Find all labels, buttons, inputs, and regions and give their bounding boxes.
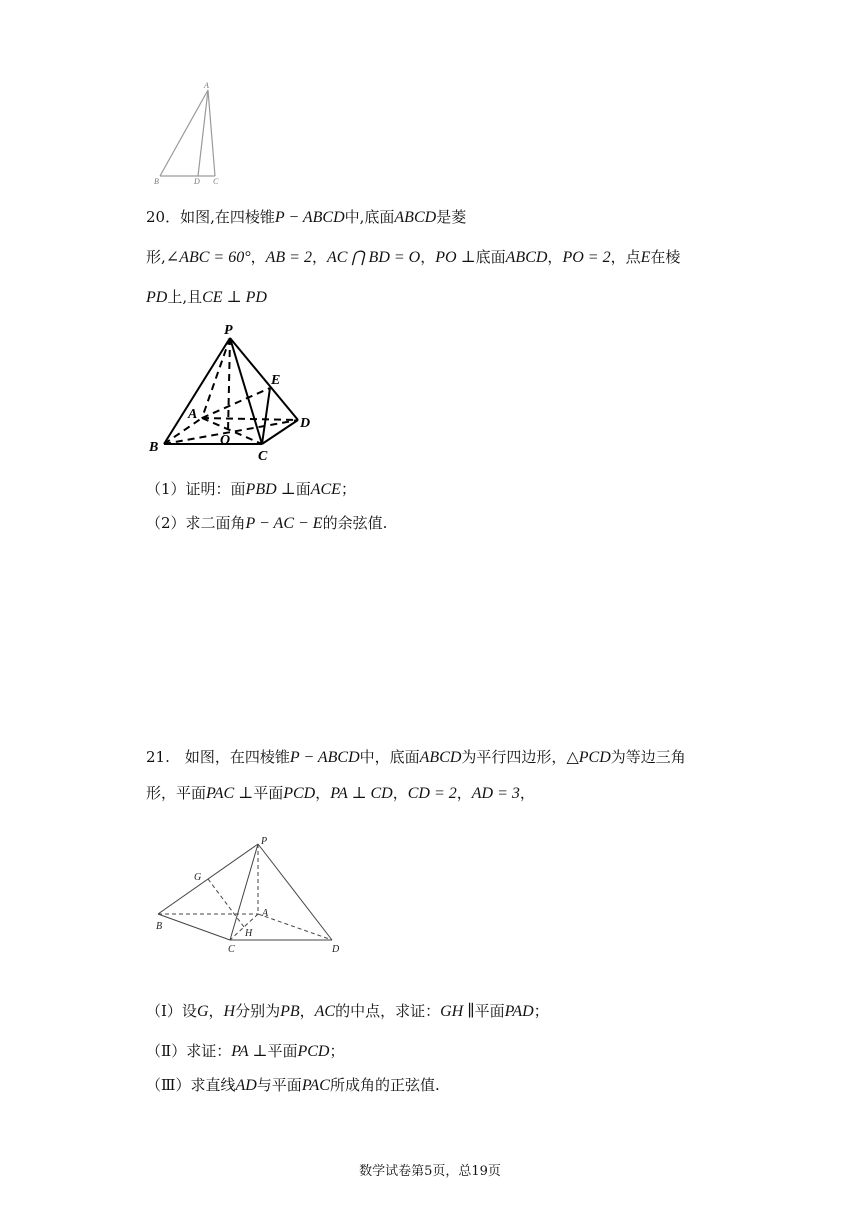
label-e: E [271, 373, 281, 388]
q21-math: PCD [297, 1043, 330, 1060]
q20-math: ABCD [394, 209, 437, 226]
q20-text: 面 [295, 480, 311, 498]
q21-part-2 [146, 1040, 344, 1063]
q20-line-2 [146, 246, 680, 269]
q20-text: 形, [146, 248, 166, 266]
q20-text: ， [250, 248, 266, 266]
q20-math: PBD ⊥ [245, 481, 296, 498]
q21-text: 平面 [253, 784, 284, 802]
q20-text: 上,且 [167, 288, 203, 306]
label-c: C [258, 449, 268, 464]
q20-text: ； [340, 480, 356, 498]
q21-text: 平面 [267, 1042, 298, 1060]
q20-math: PD [146, 289, 168, 306]
q21-text: 所成角的正弦值. [329, 1076, 440, 1094]
q20-math: ABCD [505, 249, 548, 266]
q20-text: ， [420, 248, 436, 266]
label-b: B [154, 177, 159, 186]
q20-text: 中,底面 [344, 208, 395, 226]
q21-text: 的中点，求证： [335, 1002, 441, 1020]
q21-text: ， [392, 784, 408, 802]
q21-math: PA ⊥ CD [330, 785, 393, 802]
label-b: B [156, 921, 163, 932]
q21-text: （Ⅰ）设 [146, 1002, 197, 1020]
figure-triangle-abc [140, 78, 240, 190]
label-g: G [194, 872, 202, 883]
q20-text: ，点 [610, 248, 641, 266]
q20-math: E [640, 249, 651, 266]
q20-text: 的余弦值. [322, 514, 388, 532]
q20-text: 在棱 [650, 248, 681, 266]
label-d: D [300, 416, 311, 431]
q21-text: 21. 如图，在四棱锥 [146, 748, 290, 766]
q21-math: AD = 3 [471, 785, 520, 802]
label-b: B [149, 440, 159, 455]
q21-math: PCD [283, 785, 316, 802]
label-c: C [228, 944, 235, 955]
q21-text: ， [299, 1002, 315, 1020]
q21-math: PAC [301, 1077, 330, 1094]
page-footer: 数学试卷第5页，总19页 [359, 1164, 501, 1179]
q20-text: ， [311, 248, 327, 266]
q21-math: PB [280, 1003, 300, 1020]
figure-pyramid-q20 [140, 320, 330, 466]
q21-text: ； [533, 1002, 549, 1020]
q20-line-1 [146, 206, 466, 229]
q20-part-1 [146, 478, 356, 501]
label-d: D [194, 177, 200, 186]
q21-line-2 [146, 782, 535, 805]
label-p: P [224, 323, 233, 338]
q20-text: 底面 [475, 248, 506, 266]
q21-math: PAC ⊥ [206, 785, 254, 802]
q21-part-1 [146, 1000, 549, 1023]
q21-text: 中，底面 [359, 748, 420, 766]
q20-math: AB = 2 [265, 249, 312, 266]
q21-text: ， [519, 784, 535, 802]
q21-text: ； [329, 1042, 345, 1060]
q21-text: 为平行四边形， [461, 748, 567, 766]
q21-text: 与平面 [256, 1076, 302, 1094]
q20-text: （1）证明：面 [146, 480, 246, 498]
label-p: P [261, 836, 268, 847]
q21-math: CD = 2 [407, 785, 457, 802]
q20-line-3 [146, 286, 267, 309]
q21-text: 形，平面 [146, 784, 207, 802]
q21-math: PAD [504, 1003, 534, 1020]
q21-math: GH ∥ [440, 1003, 475, 1020]
label-a: A [204, 81, 209, 90]
q21-math: AD [235, 1077, 257, 1094]
figure-pyramid-q21 [150, 832, 350, 956]
q21-text: ， [208, 1002, 224, 1020]
q20-math: PO = 2 [562, 249, 611, 266]
label-o: O [220, 433, 231, 448]
label-d: D [332, 944, 340, 955]
q21-text: 平面 [474, 1002, 505, 1020]
q20-text: （2）求二面角 [146, 514, 246, 532]
q20-math: CE ⊥ PD [202, 289, 267, 306]
q21-text: 分别为 [235, 1002, 281, 1020]
q20-part-2 [146, 512, 387, 535]
q20-text: ， [547, 248, 563, 266]
label-h: H [245, 928, 253, 939]
q21-text: （Ⅲ）求直线 [146, 1076, 236, 1094]
q21-text: ， [456, 784, 472, 802]
q21-part-3 [146, 1074, 440, 1097]
q21-text: 为等边三角 [610, 748, 686, 766]
label-c: C [213, 177, 219, 186]
q21-math: H [223, 1003, 236, 1020]
q21-math: AC [314, 1003, 336, 1020]
q20-math: ACE [310, 481, 341, 498]
q20-text: 是菱 [436, 208, 467, 226]
q20-math: PO ⊥ [435, 249, 476, 266]
label-a: A [262, 908, 269, 919]
q21-math: △PCD [566, 749, 611, 766]
q20-math: ∠ABC = 60° [165, 249, 251, 266]
q20-math: P − ABCD [274, 209, 345, 226]
q21-text: （Ⅱ）求证： [146, 1042, 232, 1060]
q20-math: AC ⋂ BD = O [326, 249, 421, 266]
label-a: A [188, 407, 198, 422]
q20-math: P − AC − E [245, 515, 323, 532]
q21-line-1 [146, 746, 686, 769]
q21-math: G [196, 1003, 209, 1020]
q21-math: P − ABCD [289, 749, 360, 766]
q21-math: ABCD [419, 749, 462, 766]
q20-text: 20．如图,在四棱锥 [146, 208, 275, 226]
q21-text: ， [315, 784, 331, 802]
q21-math: PA ⊥ [231, 1043, 268, 1060]
